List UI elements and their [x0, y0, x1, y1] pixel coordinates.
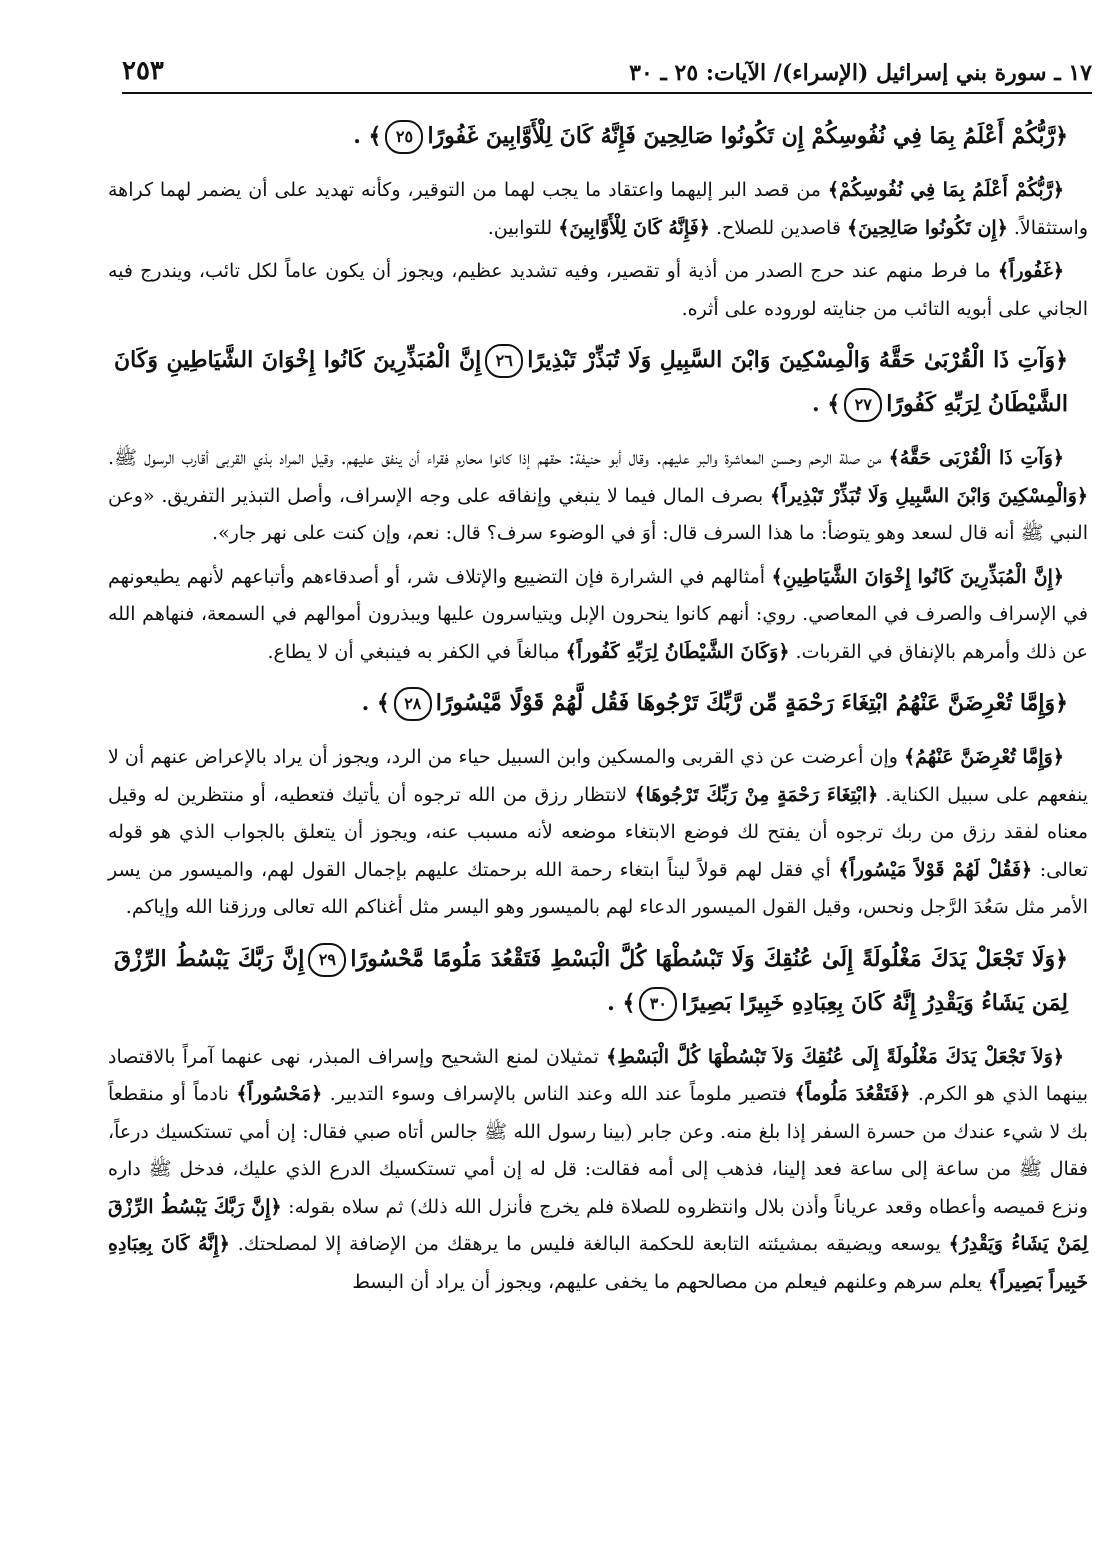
quran-quote: ﴿رَّبُّكُمْ أَعْلَمُ بِمَا فِي نُفُوسِكُمْ إِن تَكُونُوا صَالِحِينَ فَإِنَّهُ كَانَ لِلْأَوَّابِينَ غَفُورًا: [427, 123, 1068, 149]
quran-quote: ﴿وَآتِ ذَا الْقُرْبَى حَقَّهُ﴾: [888, 447, 1064, 469]
quran-quote: ﴿إِن تَكُونُوا صَالِحِينَ﴾: [846, 216, 1008, 239]
page-number: ٢٥٣: [122, 56, 164, 86]
quran-quote: ﴿فَقُلْ لَهُمْ قَوْلاً مَيْسُوراً﴾: [838, 858, 1033, 881]
page-header: [122, 52, 1092, 94]
commentary-paragraph: [108, 1039, 1088, 1302]
running-title: ١٧ ـ سورة بني إسرائيل (الإسراء)/ الآيات: ٢٥ ـ ٣٠: [629, 60, 1092, 86]
ayah-number-marker: ٢٥: [385, 120, 423, 154]
ayah-number-marker: ٢٧: [844, 388, 882, 422]
quran-quote: إِنَّ الْمُبَذِّرِينَ كَانُوا إِخْوَانَ الشَّيَاطِينِ وَكَانَ الشَّيْطَانُ لِرَبِّهِ كَفُورًا: [114, 347, 1068, 417]
quran-quote: ﴿وَالْمِسْكِينَ وَابْنَ السَّبِيلِ وَلَا تُبَذِّرْ تَبْذِيراً﴾: [769, 484, 1088, 507]
quran-verse: [114, 338, 1068, 426]
commentary-text: نادماً أو منقطعاً بك لا شيء عندك من حسرة السفر إذا بلغ منه. وعن جابر (بينا رسول الله ﷺ جالس أتاه صبي فقال: إن أمي تستكسيك درعاً، فقال ﷺ من ساعة إلى ساعة فعد إلينا، فذهب إلى أمه فقالت: قل له إن أمي تستكسيك الدرع الذي عليك، فدخل ﷺ داره ونزع قميصه وأعطاه وقعد عرياناً وأذن بلال وانتظروه للصلاة فلم يخرج فأنزل الله ذلك) ثم سلاه بقوله:: [108, 1083, 1088, 1218]
quran-quote: ﴿فَتَقْعُدَ مَلُوماً﴾: [794, 1083, 911, 1105]
quran-quote: ﴿وَكَانَ الشَّيْطَانُ لِرَبِّهِ كَفُوراً﴾: [565, 640, 790, 663]
commentary-text: للتوابين.: [487, 216, 559, 239]
ayah-number-marker: ٢٦: [485, 344, 523, 378]
page-body: [108, 104, 1088, 1307]
ayah-number-marker: ٢٩: [308, 943, 346, 977]
quran-quote: ﴾ .: [361, 690, 390, 716]
commentary-text: يعلم سرهم وعلنهم فيعلم من مصالحهم ما يخفى عليهم، ويجوز أن يراد أن البسط: [352, 1270, 989, 1293]
quran-quote: إِنَّ رَبَّكَ يَبْسُطُ الرِّزْقَ لِمَن يَشَاءُ وَيَقْدِرُ إِنَّهُ كَانَ بِعِبَادِهِ خَبِيرًا بَصِيرًا: [114, 945, 1068, 1016]
commentary-paragraph: [108, 172, 1088, 247]
quran-quote: ﴾ .: [607, 989, 636, 1016]
quran-quote: ﴿وَإِمَّا تُعْرِضَنَّ عَنْهُمُ﴾: [903, 746, 1064, 768]
commentary-text: ما فرط منهم عند حرج الصدر من أذية أو تقصير، وفيه تشديد عظيم، ويجوز أن يكون عاماً لكل تائب، ويندرج فيه الجاني على أبويه التائب من جنايته لوروده على أثره.: [108, 260, 1088, 320]
quran-quote: ﴿وَآتِ ذَا الْقُرْبَىٰ حَقَّهُ وَالْمِسْكِينَ وَابْنَ السَّبِيلِ وَلَا تُبَذِّرْ تَبْذِيرًا: [527, 347, 1069, 373]
quran-quote: ﴿إِنَّهُ كَانَ بِعِبَادِهِ خَبِيراً بَصِيراً﴾: [108, 1233, 1088, 1293]
commentary-paragraph: [108, 440, 1088, 553]
quran-verse: [114, 681, 1068, 725]
quran-quote: ﴾ .: [353, 123, 382, 149]
commentary-text: مبالغاً في الكفر به فينبغي أن لا يطاع.: [267, 640, 566, 663]
commentary-text: يوسعه ويضيقه بمشيئته التابعة للحكمة البالغة فليس ما يرهقك من الإضافة إلا لمصلحتك.: [229, 1233, 949, 1255]
commentary-text: بصرف المال فيما لا ينبغي وإنفاقه على وجه الإسراف، وأصل التبذير التفريق. «وعن النبي ﷺ أنه قال لسعد وهو يتوضأ: ما هذا السرف قال: أوَ في الوضوء سرف؟ قال: نعم، وإن كنت على نهر جار».: [108, 484, 1088, 544]
quran-quote: ﴿ابْتِغَاءَ رَحْمَةٍ مِنْ رَبِّكَ تَرْجُوهَا﴾: [634, 783, 879, 806]
commentary-text: تمثيلان لمنع الشحيح وإسراف المبذر، نهى عنهما آمراً بالاقتصاد بينهما الذي هو الكرم.: [108, 1045, 1089, 1105]
commentary-paragraph: [108, 253, 1088, 328]
quran-verse: [114, 114, 1068, 158]
commentary-text: من قصد البر إليهما واعتقاد ما يجب لهما من التوقير، وكأنه تهديد على أن يضمر لهما كراهة واستثقالاً.: [108, 179, 1088, 239]
commentary-text: لانتظار رزق من الله ترجوه أن يأتيك فتعطيه، أو منتظرين له وقيل معناه لفقد رزق من ربك ترجوه أن يفتح لك فوضع الابتغاء موضعه لأنه مسبب عنه، ويجوز أن يتعلق بالجواب الذي هو قوله تعالى:: [108, 783, 1089, 881]
ayah-number-marker: ٢٨: [394, 687, 432, 721]
commentary-text: أمثالهم في الشرارة فإن التضييع والإتلاف شر، أو أصدقاءهم وأتباعهم لأنهم يطيعونهم في الإسراف والصرف في المعاصي. روي: أنهم كانوا ينحرون الإبل ويتياسرون عليها ويبذرون أموالهم في السمعة، فنهاهم الله عن ذلك وأمرهم بالإنفاق في القربات.: [108, 565, 1088, 663]
commentary-text: من صلة الرحم وحسن المعاشرة والبر عليهم. وقال أبو حنيفة: حقهم إذا كانوا محارم فقراء أن ينفق عليهم. وقيل المراد بذي القربى أقارب الرسول ﷺ.: [108, 447, 889, 469]
quran-quote: ﴿وَإِمَّا تُعْرِضَنَّ عَنْهُمُ ابْتِغَاءَ رَحْمَةٍ مِّن رَّبِّكَ تَرْجُوهَا فَقُل لَّهُمْ قَوْلًا مَّيْسُورًا: [435, 690, 1068, 716]
quran-quote: ﴿وَلَا تَجْعَلْ يَدَكَ مَغْلُولَةً إِلَىٰ عُنُقِكَ وَلَا تَبْسُطْهَا كُلَّ الْبَسْطِ فَتَقْعُدَ مَلُومًا مَّحْسُورًا: [350, 945, 1068, 972]
quran-quote: ﴿إِنَّ الْمُبَذِّرِينَ كَانُوا إِخْوَانَ الشَّيَاطِينِ﴾: [771, 565, 1064, 588]
commentary-text: أي فقل لهم قولاً ليناً ابتغاء رحمة الله برحمتك عليهم بإجمال القول لهم، والميسور من يسر الأمر مثل سَعُدَ الرَّجل ونحس، وقيل القول الميسور الدعاء لهم بالميسور وهو اليسر مثل أغناكم الله تعالى ورزقنا الله وإياكم.: [108, 858, 1088, 918]
commentary-paragraph: [108, 559, 1088, 672]
quran-quote: ﴿رَّبُّكُمْ أَعْلَمُ بِمَا فِي نُفُوسِكُمْ﴾: [827, 179, 1064, 201]
quran-verse: [114, 937, 1068, 1025]
commentary-text: وإن أعرضت عن ذي القربى والمسكين وابن السبيل حياء من الرد، ويجوز أن يراد بالإعراض عنهم أن لا ينفعهم على سبيل الكناية.: [108, 746, 1089, 806]
commentary-text: قاصدين للصلاح.: [709, 216, 847, 239]
quran-quote: ﴿إِنَّ رَبَّكَ يَبْسُطُ الرِّزْقَ لِمَنْ يَشَاءُ وَيَقْدِرُ﴾: [108, 1195, 1088, 1255]
quran-quote: ﴾ .: [812, 391, 841, 417]
commentary-paragraph: [108, 739, 1088, 927]
quran-quote: ﴿غَفُوراً﴾: [997, 260, 1064, 282]
quran-quote: ﴿مَحْسُوراً﴾: [236, 1083, 323, 1105]
quran-quote: ﴿فَإِنَّهُ كَانَ لِلْأَوَّابِينَ﴾: [558, 216, 710, 239]
commentary-text: فتصير ملوماً عند الله وعند الناس بالإسراف وسوء التدبير.: [322, 1083, 795, 1105]
quran-quote: ﴿وَلاَ تَجْعَلْ يَدَكَ مَغْلُولَةً إِلَى عُنُقِكَ وَلاَ تَبْسُطْهَا كُلَّ الْبَسْطِ﴾: [606, 1045, 1065, 1068]
ayah-number-marker: ٣٠: [639, 987, 677, 1021]
